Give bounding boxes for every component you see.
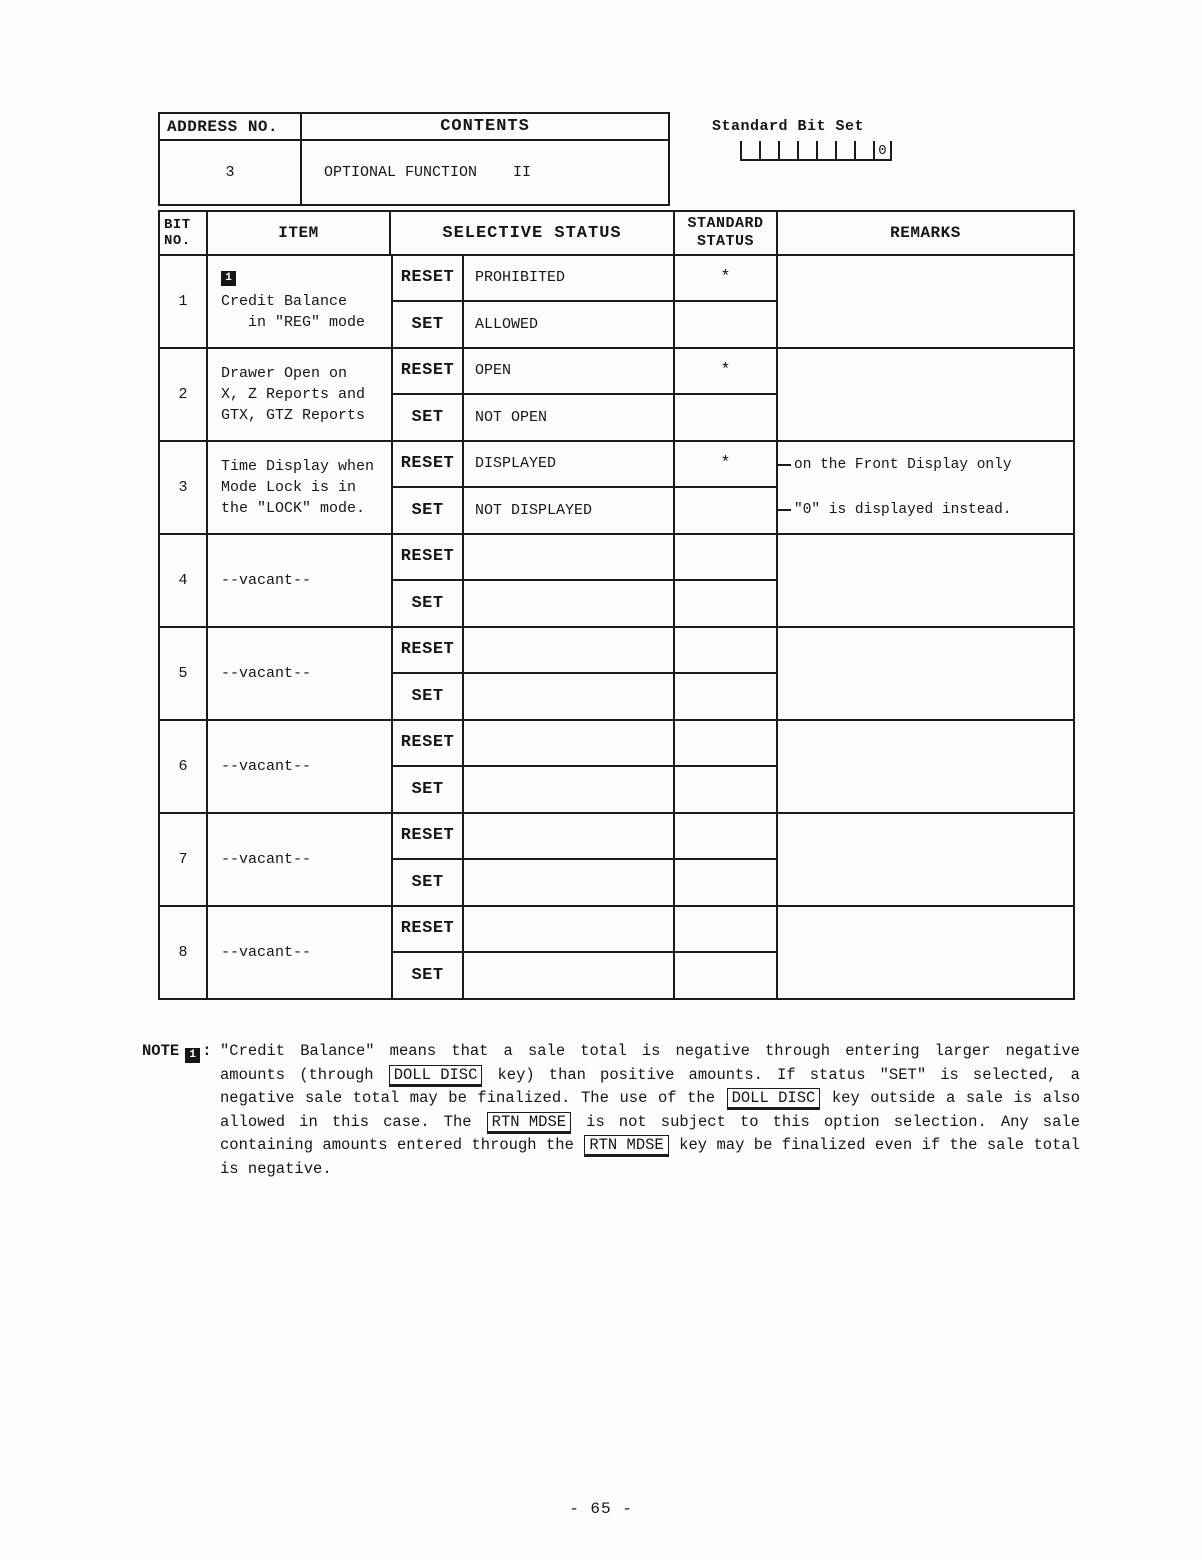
set-status: ALLOWED	[464, 302, 675, 348]
set-status	[464, 860, 675, 906]
item-text: Time Display when	[221, 458, 375, 475]
bit-cell	[854, 141, 873, 161]
header-bit-no	[160, 212, 208, 254]
reset-label: RESET	[391, 349, 464, 395]
reset-status	[464, 535, 675, 581]
header-standard-status	[675, 212, 778, 254]
bit-number: 2	[160, 349, 208, 440]
item-cell	[208, 814, 391, 905]
doll-disc-key: DOLL DISC	[389, 1065, 483, 1087]
standard-status-set	[675, 953, 778, 999]
standard-status-reset	[675, 907, 778, 953]
item-cell	[208, 535, 391, 626]
remark-set	[778, 302, 1073, 348]
standard-status-set	[675, 767, 778, 813]
bit-row-6	[160, 719, 1073, 812]
item-cell	[208, 628, 391, 719]
note-colon: :	[202, 1042, 212, 1060]
bit-cell	[797, 141, 816, 161]
note-segment: key) than positive amounts. If status "SET" is selected, a negative sale total may be finalized. The use of the	[220, 1065, 1080, 1107]
reset-status	[464, 721, 675, 767]
reset-label: RESET	[391, 628, 464, 674]
header-bit-line1: BIT	[164, 217, 191, 233]
note-ref-marker: 1	[221, 271, 236, 286]
note-label	[142, 1040, 220, 1181]
address-no-value: 3	[160, 141, 302, 204]
standard-bit-set	[712, 118, 892, 161]
address-contents-table	[158, 112, 670, 206]
standard-status-reset: *	[675, 349, 778, 395]
note-word: NOTE	[142, 1042, 180, 1060]
set-label: SET	[391, 860, 464, 906]
bit-number: 4	[160, 535, 208, 626]
bit-number: 6	[160, 721, 208, 812]
set-label: SET	[391, 953, 464, 999]
reset-label: RESET	[391, 442, 464, 488]
set-status	[464, 767, 675, 813]
item-cell	[208, 721, 391, 812]
item-text: GTX, GTZ Reports	[221, 407, 366, 424]
reset-status: PROHIBITED	[464, 256, 675, 302]
remark-set	[778, 860, 1073, 906]
standard-status-reset: *	[675, 442, 778, 488]
item-cell	[208, 349, 391, 440]
item-text: Credit Balance	[221, 292, 348, 310]
set-status: NOT DISPLAYED	[464, 488, 675, 534]
header-bit-line2: NO.	[164, 233, 191, 249]
item-text: --vacant--	[221, 851, 312, 868]
set-label: SET	[391, 674, 464, 720]
bit-number: 8	[160, 907, 208, 998]
remark-set	[778, 674, 1073, 720]
header-remarks: REMARKS	[890, 224, 961, 242]
reset-status	[464, 907, 675, 953]
header-standard-line2: STATUS	[696, 233, 754, 250]
reset-label: RESET	[391, 814, 464, 860]
remark-reset	[778, 721, 1073, 767]
bit-row-5	[160, 626, 1073, 719]
set-status	[464, 581, 675, 627]
standard-bit-set-label: Standard Bit Set	[712, 118, 865, 135]
set-status	[464, 674, 675, 720]
remark-text: on the Front Display only	[794, 456, 1012, 473]
standard-status-reset	[675, 721, 778, 767]
set-label: SET	[391, 395, 464, 441]
item-text: the "LOCK" mode.	[221, 500, 366, 517]
bit-row-2	[160, 347, 1073, 440]
bit-row-7	[160, 812, 1073, 905]
item-text: --vacant--	[221, 665, 312, 682]
set-label: SET	[391, 581, 464, 627]
bit-row-8	[160, 905, 1073, 998]
rtn-mdse-key: RTN MDSE	[584, 1135, 668, 1157]
note-block	[142, 1040, 1080, 1181]
bit-number: 5	[160, 628, 208, 719]
standard-status-reset	[675, 628, 778, 674]
remark-set	[778, 395, 1073, 441]
item-text: Mode Lock is in	[221, 479, 357, 496]
remark-reset	[778, 442, 1073, 488]
bit-cell	[759, 141, 778, 161]
table-header-row	[160, 212, 1073, 256]
address-contents-header-row	[160, 114, 668, 141]
set-label: SET	[391, 767, 464, 813]
page-number: - 65 -	[569, 1500, 633, 1518]
reset-status: DISPLAYED	[464, 442, 675, 488]
item-text: X, Z Reports and	[221, 386, 366, 403]
remark-set	[778, 953, 1073, 999]
standard-status-set	[675, 581, 778, 627]
bit-number: 7	[160, 814, 208, 905]
item-text: in "REG" mode	[221, 313, 366, 331]
option-function-table	[158, 210, 1075, 1000]
set-label: SET	[391, 488, 464, 534]
contents-value: OPTIONAL FUNCTION II	[324, 164, 532, 181]
bit-row-3	[160, 440, 1073, 533]
reset-status	[464, 628, 675, 674]
item-text: --vacant--	[221, 572, 312, 589]
header-selective-status: SELECTIVE STATUS	[391, 212, 675, 254]
item-text: --vacant--	[221, 944, 312, 961]
item-cell	[208, 256, 391, 347]
note-segment: "Credit Balance" means that a sale total is negative through entering larger negative amounts (through	[220, 1042, 1080, 1084]
bit-row-1	[160, 256, 1073, 347]
remark-reset	[778, 256, 1073, 302]
rtn-mdse-key: RTN MDSE	[487, 1112, 571, 1134]
standard-status-reset: *	[675, 256, 778, 302]
standard-status-set	[675, 488, 778, 534]
bit-cell	[740, 141, 759, 161]
doll-disc-key: DOLL DISC	[727, 1088, 821, 1110]
standard-status-set	[675, 674, 778, 720]
bit-row-4	[160, 533, 1073, 626]
reset-status	[464, 814, 675, 860]
standard-status-set	[675, 860, 778, 906]
header-standard-line1: STANDARD	[687, 215, 764, 232]
standard-status-set	[675, 302, 778, 348]
remark-connector-line	[778, 509, 791, 511]
address-no-header: ADDRESS NO.	[160, 114, 302, 139]
reset-status: OPEN	[464, 349, 675, 395]
set-status	[464, 953, 675, 999]
note-text	[220, 1040, 1080, 1181]
note-marker: 1	[185, 1048, 200, 1063]
remark-text: "0" is displayed instead.	[794, 502, 1012, 519]
remark-reset	[778, 535, 1073, 581]
remark-reset	[778, 907, 1073, 953]
remark-set	[778, 581, 1073, 627]
header-item: ITEM	[208, 212, 391, 254]
note-segment: key may be finalized even if the sale total is negative.	[220, 1136, 1080, 1178]
reset-label: RESET	[391, 535, 464, 581]
bit-cell	[816, 141, 835, 161]
item-text: --vacant--	[221, 758, 312, 775]
bit-cell	[778, 141, 797, 161]
address-contents-body-row	[160, 141, 668, 204]
reset-label: RESET	[391, 907, 464, 953]
bit-cell: 0	[873, 141, 892, 161]
bit-cell	[835, 141, 854, 161]
standard-status-set	[675, 395, 778, 441]
note-segment: key outside a sale is also allowed in this case. The	[220, 1089, 1080, 1131]
remark-set	[778, 767, 1073, 813]
standard-status-reset	[675, 814, 778, 860]
item-text: Drawer Open on	[221, 365, 348, 382]
remark-reset	[778, 628, 1073, 674]
reset-label: RESET	[391, 721, 464, 767]
remark-set	[778, 488, 1073, 534]
contents-header: CONTENTS	[440, 117, 530, 136]
item-cell	[208, 442, 391, 533]
bit-number: 3	[160, 442, 208, 533]
set-status: NOT OPEN	[464, 395, 675, 441]
remark-connector-line	[778, 464, 791, 466]
bit-number: 1	[160, 256, 208, 347]
item-cell	[208, 907, 391, 998]
note-segment: is not subject to this option selection. Any sale containing amounts entered through the	[220, 1112, 1081, 1154]
remark-reset	[778, 814, 1073, 860]
reset-label: RESET	[391, 256, 464, 302]
bit-strip	[740, 141, 892, 161]
remark-reset	[778, 349, 1073, 395]
set-label: SET	[391, 302, 464, 348]
standard-status-reset	[675, 535, 778, 581]
